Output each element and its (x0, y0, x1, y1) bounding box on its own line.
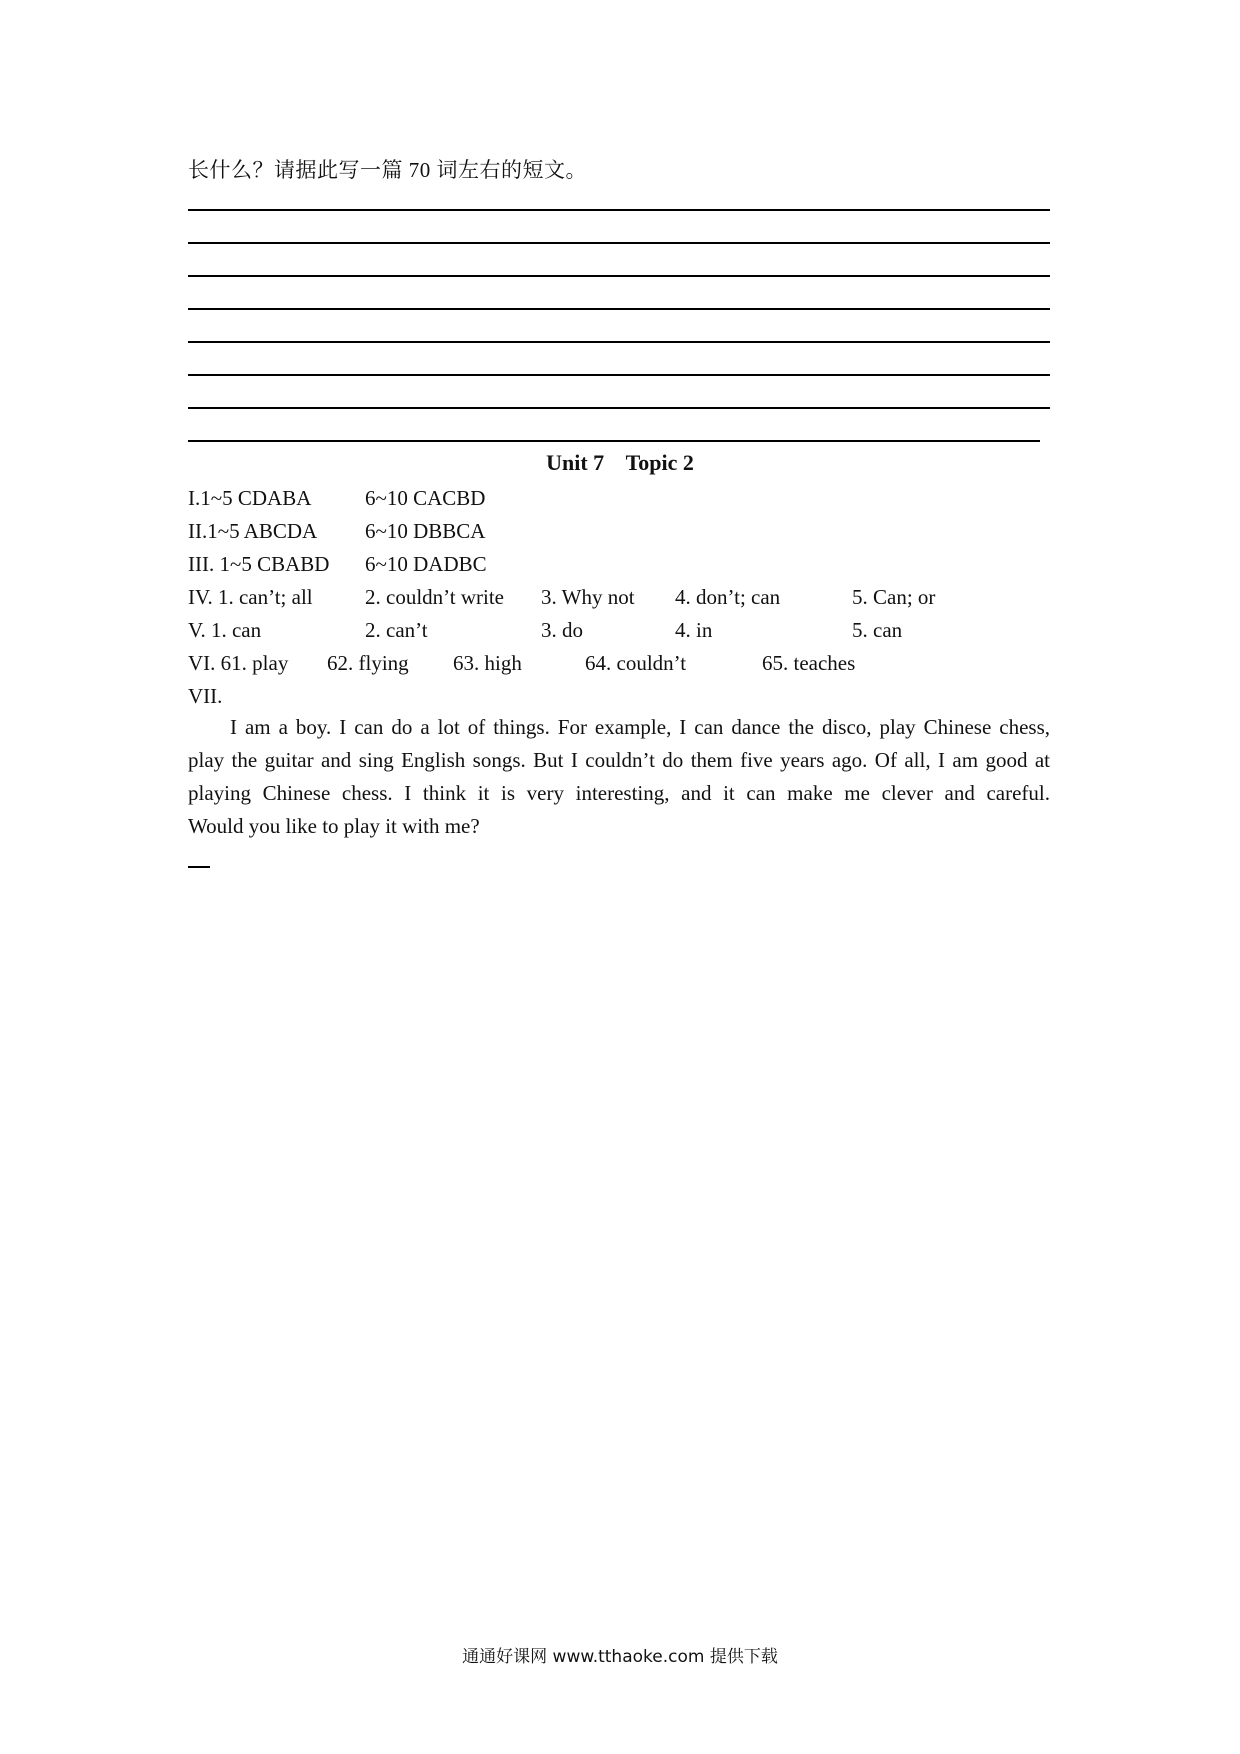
answer-cell: III. 1~5 CBABD (188, 552, 330, 576)
answer-cell: 4. don’t; can (675, 585, 781, 609)
writing-line (188, 275, 1050, 277)
answer-cell: I.1~5 CDABA (188, 486, 312, 510)
section-title (0, 450, 1240, 476)
answer-row (188, 548, 1068, 581)
writing-line (188, 440, 1040, 442)
writing-line (188, 341, 1050, 343)
essay-line: playing Chinese chess. I think it is very interesting, and it can make me clever and careful. (188, 781, 1050, 805)
essay-line: play the guitar and sing English songs. But I couldn’t do them five years ago. Of all, I am good at (188, 748, 1050, 772)
writing-line (188, 209, 1050, 211)
answer-cell: 63. high (453, 651, 522, 675)
model-essay (188, 711, 1050, 843)
answer-cell: IV. 1. can’t; all (188, 585, 313, 609)
answer-row (188, 482, 1068, 515)
answer-cell: 2. can’t (365, 618, 428, 642)
answer-cell: 64. couldn’t (585, 651, 687, 675)
answer-key (188, 482, 1068, 713)
writing-prompt: 长什么？请据此写一篇 70 词左右的短文。 (188, 158, 587, 182)
topic-label: Topic 2 (625, 450, 694, 475)
answer-cell: 6~10 CACBD (365, 486, 486, 510)
answer-row (188, 614, 1068, 647)
essay-line: I am a boy. I can do a lot of things. For example, I can dance the disco, play Chinese chess, (230, 715, 1050, 739)
answer-cell: 65. teaches (762, 651, 856, 675)
short-rule (188, 866, 210, 868)
answer-row (188, 680, 1068, 713)
answer-row (188, 581, 1068, 614)
writing-line (188, 242, 1050, 244)
answer-cell: VII. (188, 684, 223, 708)
writing-lines (188, 209, 1050, 473)
answer-row (188, 515, 1068, 548)
writing-line (188, 308, 1050, 310)
answer-cell: 3. do (541, 618, 583, 642)
answer-cell: 5. Can; or (852, 585, 936, 609)
writing-line (188, 407, 1050, 409)
answer-cell: 3. Why not (541, 585, 635, 609)
page-footer: 通通好课网 www.tthaoke.com 提供下载 (462, 1647, 778, 1667)
essay-line: Would you like to play it with me? (188, 814, 480, 838)
answer-cell: II.1~5 ABCDA (188, 519, 318, 543)
answer-cell: VI. 61. play (188, 651, 289, 675)
answer-cell: 4. in (675, 618, 713, 642)
answer-cell: 6~10 DADBC (365, 552, 487, 576)
answer-cell: 6~10 DBBCA (365, 519, 486, 543)
answer-cell: 2. couldn’t write (365, 585, 505, 609)
answer-row (188, 647, 1068, 680)
answer-cell: V. 1. can (188, 618, 262, 642)
writing-line (188, 374, 1050, 376)
answer-cell: 5. can (852, 618, 903, 642)
unit-label: Unit 7 (546, 450, 605, 475)
answer-cell: 62. flying (327, 651, 409, 675)
